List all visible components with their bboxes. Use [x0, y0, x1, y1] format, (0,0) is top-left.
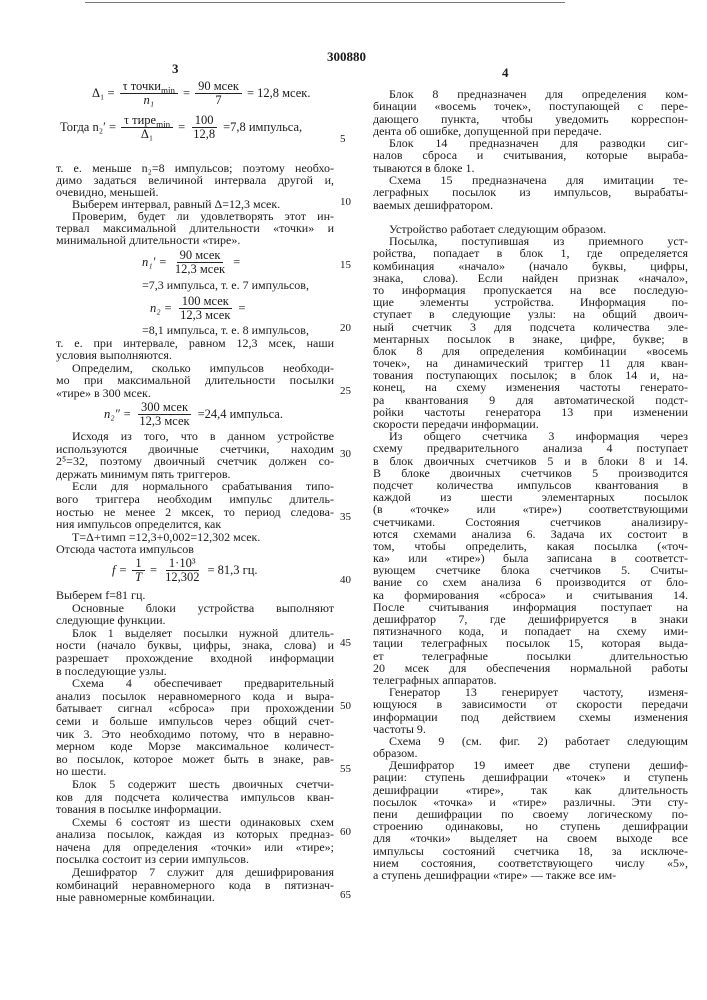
paragraph [373, 686, 688, 735]
denominator: 12,8 [190, 128, 218, 141]
text-line: комбинаций неравномерного кода в пятизнач- [56, 879, 334, 892]
text-line: 2⁵=32, поэтому двоичный счетчик должен со- [56, 455, 334, 468]
text-line: Дешифратор 7 служит для дешифрирования [56, 866, 334, 879]
fraction [177, 295, 233, 322]
text-line: (в «точке» или «тире») соответствующими [373, 503, 688, 515]
text-line: дешифратор 7, где дешифрируется в знаки [373, 613, 688, 625]
text-line: тования поступающих посылок; в блок 14 и, на- [373, 369, 688, 381]
text-line: начена для определения «точки» или «тире»; [56, 841, 334, 854]
text-line: Блок 5 содержит шесть двоичных счетчи- [56, 778, 334, 791]
formula-n2 [150, 295, 245, 322]
text-line: Основные блоки устройства выполняют [56, 602, 334, 615]
text-line: Выберем интервал, равный Δ=12,3 мсек. [56, 198, 334, 210]
right-text-block-1 [373, 88, 688, 211]
text-line: знака, слова). Если найден признак «начало», [373, 272, 688, 284]
text-line: Устройство работает следующим образом. [373, 223, 688, 235]
text-line: ющуюся в зависимости от скорости передачи [373, 698, 688, 710]
denominator: Δ₁ [138, 128, 156, 141]
text-line: то информация пропускается на все последую- [373, 284, 688, 296]
paragraph [373, 88, 688, 137]
text-line: строению одинаковы, но ступень дешифрации [373, 820, 688, 832]
paragraph [56, 589, 334, 602]
text-line: В блоке двоичных счетчиков 5 производится [373, 467, 688, 479]
text-line: Генератор 13 генерирует частоту, изменя- [373, 686, 688, 698]
text-line: рации: ступень дешифрации «точек» и ступень [373, 771, 688, 783]
text-line: частоты 9. [373, 723, 688, 735]
line-number: 10 [340, 196, 360, 208]
text-line: дешифрации «тире», так как длительность [373, 784, 688, 796]
formula-lhs: n₂ = [150, 302, 172, 315]
paragraph [373, 174, 688, 211]
subscript: min [161, 86, 175, 96]
fraction [132, 557, 145, 584]
text-line: После считывания информация поступает на [373, 601, 688, 613]
paragraph [56, 162, 334, 198]
formula-rhs: =24,4 импульса. [198, 408, 283, 421]
text-line: ный счетчик 3 для подсчета количества эле- [373, 321, 688, 333]
text-line: т. е. при интервале, равном 12,3 мсек, наши [56, 337, 334, 350]
text-line: импульсы состояний счетчика 18, за исключе- [373, 845, 688, 857]
text-line: Выберем f=81 гц. [56, 589, 334, 602]
text-line: во посылок, которое может быть в знаке, рав- [56, 753, 334, 766]
left-text-block-3 [56, 430, 334, 556]
equals: = [183, 87, 190, 100]
text-line: ка» или «тире») была записана в соответст- [373, 552, 688, 564]
line-number: 30 [340, 448, 360, 460]
fraction [162, 557, 202, 584]
fraction [172, 249, 228, 276]
equals: = [150, 564, 157, 577]
text-line: ка формирования «сброса» и считывания 14. [373, 589, 688, 601]
text-line: очевидно, меньшей. [56, 186, 334, 198]
formula-lhs: n₁′ = [142, 256, 167, 269]
text-line: пятизначного кода, и попадает на схему ими- [373, 625, 688, 637]
formula-n1-prime [142, 249, 240, 276]
line-number: 20 [340, 322, 360, 334]
line-number: 35 [340, 511, 360, 523]
formula-frequency [112, 557, 258, 584]
text-line: каждой из шести элементарных посылок [373, 491, 688, 503]
text-line: вующем счетчике блока счетчиков 5. Считы- [373, 564, 688, 576]
text-line: Схема 4 обеспечивает предварительный [56, 677, 334, 690]
text-line: Из общего счетчика 3 информация через [373, 430, 688, 442]
text-line: посылка состоит из серии импульсов. [56, 853, 334, 866]
text-line: разрешает прохождение входной информации [56, 652, 334, 665]
line-number: 60 [340, 826, 360, 838]
text-line: анализа посылок, каждая из которых предназ- [56, 828, 334, 841]
text-line: ные равномерные комбинации. [56, 891, 334, 904]
text-line: тации телеграфных посылок 15, которая выда- [373, 637, 688, 649]
text-line: конец, на схему изменения частоты генерато- [373, 381, 688, 393]
paragraph [56, 602, 334, 627]
text-line: «тире» в 300 мсек. [56, 387, 334, 400]
fraction [120, 80, 178, 107]
text-line: анализ посылок неравномерного кода и выра- [56, 690, 334, 703]
formula-lhs: Тогда n₂′ = [60, 121, 116, 134]
text-line: скорости передачи информации. [373, 418, 688, 430]
line-number: 40 [340, 574, 360, 586]
text-line: Определим, сколько импульсов необходи- [56, 362, 334, 375]
text-line: димо задаться величиной интервала другой и, [56, 174, 334, 186]
text-line: схему предварительного анализа 4 поступает [373, 442, 688, 454]
text-line: образом. [373, 747, 688, 759]
page-number-right: 4 [502, 65, 509, 81]
paragraph [56, 362, 334, 400]
text-line: Дешифратор 19 имеет две ступени дешиф- [373, 759, 688, 771]
numerator: 300 мсек [138, 401, 191, 415]
text-line: подсчет количества импульсов квантования в [373, 479, 688, 491]
text-line: ступает в следующие узлы: на общий двоич- [373, 308, 688, 320]
text-line: Блок 1 выделяет посылки нужной длитель- [56, 627, 334, 640]
text-line: ков для подсчета количества импульсов кван- [56, 791, 334, 804]
paragraph [56, 627, 334, 677]
denominator: 12,302 [162, 571, 202, 584]
paragraph [373, 735, 688, 759]
left-text-block-2-body [56, 337, 334, 400]
denominator: n₁ [140, 94, 157, 107]
text-line: ния импульсов определится, как [56, 518, 334, 531]
text-line: мерном коде Морзе максимальное количест- [56, 740, 334, 753]
denominator: T [132, 571, 145, 584]
text-line: но шести. [56, 765, 334, 778]
text-line: вание со схем анализа 6 производится от бло- [373, 576, 688, 588]
text-line: налов сброса и считывания, которые выраба- [373, 149, 688, 161]
formula-lhs: Δ₁ = [92, 87, 115, 100]
paragraph [373, 235, 688, 430]
line-number: 25 [340, 385, 360, 397]
text-line: держать минимум пять триггеров. [56, 468, 334, 481]
text-line: Блок 8 предназначен для определения ком- [373, 88, 688, 100]
paragraph [56, 210, 334, 246]
text-line: нием состояния, соответствующего числу «5», [373, 857, 688, 869]
denominator: 12,3 мсек [177, 309, 233, 322]
formula-rhs: = 12,8 мсек. [247, 87, 311, 100]
denominator: 12,3 мсек [172, 263, 228, 276]
formula-rhs: = 81,3 гц. [207, 564, 257, 577]
text-line: Посылка, поступившая из приемного уст- [373, 235, 688, 247]
numerator: 100 мсек [179, 295, 232, 309]
text-line: батывает сигнал «сброса» при прохождении [56, 702, 334, 715]
text-line: для «точки» выделяет на своем выходе все [373, 832, 688, 844]
text-line: точек», на динамический триггер 11 для кван- [373, 357, 688, 369]
formula-rhs: = [233, 256, 240, 269]
text-line: семи и больше импульсов через общий счет- [56, 715, 334, 728]
text-line: тываются в блоке 1. [373, 162, 688, 174]
line-number: 5 [340, 133, 360, 145]
paragraph [56, 480, 334, 530]
formula-n2-double-prime [104, 401, 283, 428]
text-line: том, чтобы определить, какая посылка («точ- [373, 540, 688, 552]
text-line: минимальной длительности «тире». [56, 234, 334, 246]
text-line: условия выполняются. [56, 349, 334, 362]
numerator: 90 мсек [195, 80, 242, 94]
text-line: дающего пункта, чтобы уведомить корреспон- [373, 113, 688, 125]
paragraph [56, 337, 334, 362]
text-line: тервал максимальной длительности «точки» и [56, 222, 334, 234]
text-line: пени дешифрации по своему логическому по- [373, 808, 688, 820]
paragraph [373, 430, 688, 686]
paragraph [56, 866, 334, 904]
line-number: 65 [340, 889, 360, 901]
text-line: в последующие узлы. [56, 665, 334, 678]
text-line: блок 8 для определения комбинации «восемь [373, 345, 688, 357]
text-line: ройки частоты генератора 13 при изменении [373, 406, 688, 418]
fraction [190, 114, 218, 141]
scan-edge-line [85, 2, 565, 3]
formula-rhs: =7,8 импульса, [223, 121, 302, 134]
text-line: тования в посылке информации. [56, 803, 334, 816]
numerator: τ точки [123, 79, 161, 93]
left-text-block-2 [56, 324, 334, 400]
text-line: 20 мсек для обеспечения нормальной работы [373, 662, 688, 674]
formula-lhs: n₂″ = [104, 408, 131, 421]
line-number: 55 [340, 763, 360, 775]
paragraph [373, 137, 688, 174]
text-line: Если для нормального срабатывания типо- [56, 480, 334, 493]
text-line: Блок 14 предназначен для разводки сиг- [373, 137, 688, 149]
text-line: ются схемами анализа 6. Задача их состоит в [373, 528, 688, 540]
formula-n1-result: =7,3 импульса, т. е. 7 импульсов, [142, 279, 334, 292]
numerator: 1 [132, 557, 144, 571]
line-number: 15 [340, 259, 360, 271]
numerator: 90 мсек [177, 249, 224, 263]
text-line: бинации «восемь точек», поступающей с пере- [373, 100, 688, 112]
paragraph [373, 759, 688, 881]
subscript: min [156, 120, 170, 130]
text-line: Схема 9 (см. фиг. 2) работает следующим [373, 735, 688, 747]
text-line: используются двоичные счетчики, находим [56, 443, 334, 456]
text-line: а ступень дешифрации «тире» — также все им- [373, 869, 688, 881]
formula-delta [92, 80, 310, 107]
numerator: 1·10³ [166, 557, 199, 571]
patent-number: 300880 [327, 49, 366, 65]
text-line: ностью не менее 2 мксек, то период следова- [56, 506, 334, 519]
line-number: 45 [340, 637, 360, 649]
paragraph [56, 430, 334, 480]
text-line: ройства, попадает в блок 1, где определяется [373, 247, 688, 259]
text-line: Схемы 6 состоят из шести одинаковых схем [56, 816, 334, 829]
numerator: 100 [192, 114, 217, 128]
text-line: ет телеграфные посылки длительностью [373, 650, 688, 662]
fraction [121, 114, 173, 141]
formula-rhs: = [238, 302, 245, 315]
fraction [136, 401, 192, 428]
text-line: дента об ошибке, допущенной при передаче. [373, 125, 688, 137]
text-line: следующие функции. [56, 614, 334, 627]
text-line: комбинация «начало» (начало буквы, цифры, [373, 260, 688, 272]
line-number: 50 [340, 700, 360, 712]
text-line: вого триггера необходим импульс длитель- [56, 493, 334, 506]
left-text-block-4 [56, 589, 334, 904]
left-text-block-1 [56, 162, 334, 246]
text-line: ности (начало буквы, цифры, знака, слова) и [56, 639, 334, 652]
paragraph [56, 816, 334, 866]
text-line: Отсюда частота импульсов [56, 543, 334, 556]
denominator: 12,3 мсек [136, 415, 192, 428]
text-line: леграфных посылок из импульсов, вырабаты- [373, 186, 688, 198]
text-line: телеграфных аппаратов. [373, 674, 688, 686]
paragraph [56, 543, 334, 556]
text-line: щие элементы устройства. Информация по- [373, 296, 688, 308]
text-line: =8,1 импульса, т. е. 8 импульсов, [56, 324, 334, 337]
text-line: мо при максимальной длительности посылки [56, 374, 334, 387]
text-line: счетчиками. Состояния счетчиков анализиру- [373, 516, 688, 528]
formula-lhs: f = [112, 564, 127, 577]
paragraph [56, 677, 334, 778]
formula-n2-prime [60, 114, 302, 141]
text-line: посылок «точка» и «тире» различны. Эти сту- [373, 796, 688, 808]
denominator: 7 [212, 94, 224, 107]
text-line: Схема 15 предназначена для имитации те- [373, 174, 688, 186]
text-line: информации под действием схемы изменения [373, 711, 688, 723]
text-line: т. е. меньше n₂=8 импульсов; поэтому необхо- [56, 162, 334, 174]
text-line: чик 3. Это необходимо потому, что в неравно- [56, 728, 334, 741]
text-line: ра квантования 9 для автоматической подст- [373, 394, 688, 406]
text-line: в блок двоичных счетчиков 5 и в блоки 8 и 14. [373, 455, 688, 467]
paragraph [56, 778, 334, 816]
page-number-left: 3 [172, 61, 179, 77]
text-line: ментарных посылок в знаке, цифре, букве; в [373, 333, 688, 345]
right-text-block-2 [373, 223, 688, 881]
fraction [195, 80, 242, 107]
text-line: ваемых дешифратором. [373, 199, 688, 211]
numerator: τ тире [124, 113, 156, 127]
text-line: Проверим, будет ли удовлетворять этот ин- [56, 210, 334, 222]
equals: = [178, 121, 185, 134]
text-line: T=Δ+τимп =12,3+0,002=12,302 мсек. [56, 531, 334, 544]
text-line: Исходя из того, что в данном устройстве [56, 430, 334, 443]
